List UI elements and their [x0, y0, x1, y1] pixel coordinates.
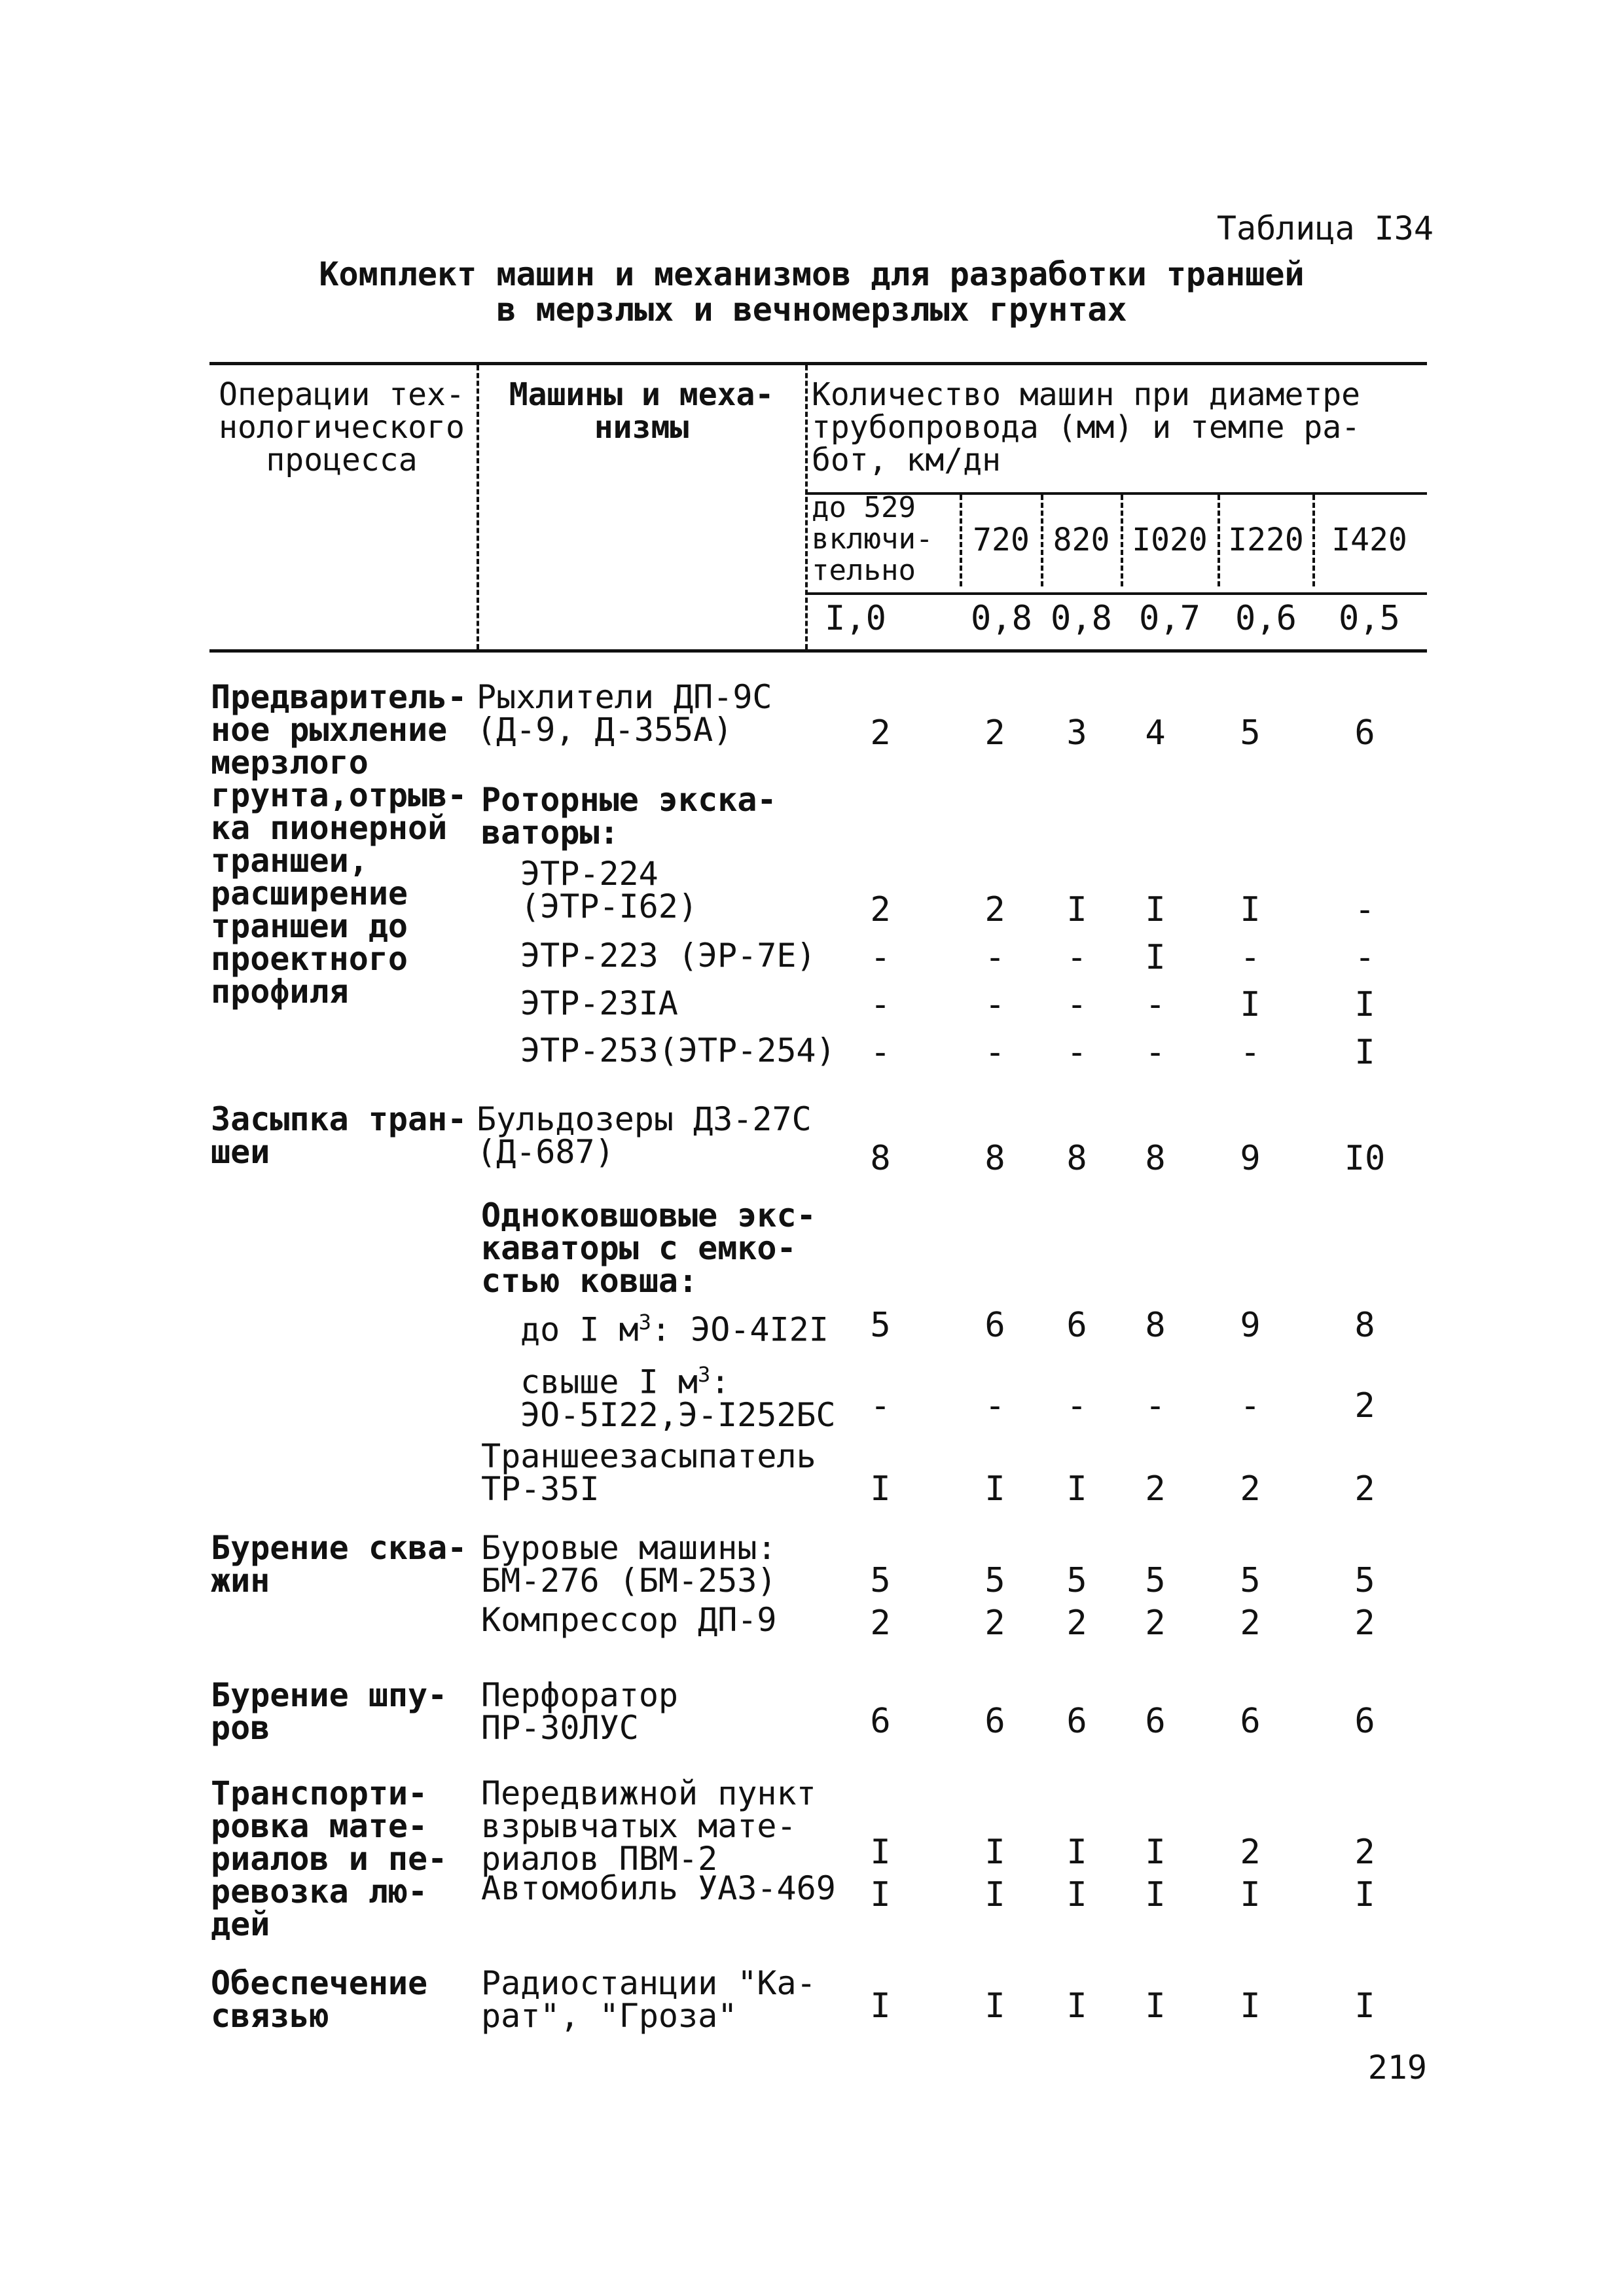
- value-cell: 5: [984, 1561, 1005, 1600]
- value-cell: 2: [1145, 1469, 1166, 1509]
- header-machines: Машины и меха- низмы: [509, 376, 774, 446]
- value-cell: 8: [1145, 1306, 1166, 1345]
- operation-6: Обеспечение связью: [211, 1964, 428, 2035]
- value-cell: -: [1240, 938, 1261, 977]
- value-cell: 5: [1240, 1561, 1261, 1600]
- header-quantity: Количество машин при диаметре трубопровода (мм) и темпе ра- бот, км/дн: [812, 376, 1361, 478]
- machine-rotary-excavators: Роторные экска- ваторы:: [481, 781, 777, 852]
- value-cell: 6: [870, 1702, 891, 1741]
- value-cell: I: [1066, 1875, 1087, 1914]
- table-title: Комплект машин и механизмов для разработки траншей в мерзлых и вечномерзлых грунтах: [319, 255, 1305, 329]
- value-cell: 6: [1354, 1702, 1375, 1741]
- table-top-rule: [209, 362, 1427, 365]
- value-cell: 8: [870, 1139, 891, 1178]
- machine-etr-253: ЭТР-253(ЭТР-254): [520, 1031, 836, 1069]
- operation-3: Бурение сква- жин: [211, 1529, 467, 1600]
- value-cell: -: [1240, 1033, 1261, 1072]
- value-cell: -: [1145, 985, 1166, 1024]
- value-cell: 2: [1066, 1604, 1087, 1643]
- value-cell: I: [984, 1875, 1005, 1914]
- value-cell: I: [984, 1469, 1005, 1509]
- value-cell: 2: [1354, 1833, 1375, 1872]
- machine-etr-223: ЭТР-223 (ЭР-7Е): [520, 937, 816, 975]
- header-bottom-rule: [209, 649, 1427, 653]
- value-cell: I: [984, 1833, 1005, 1872]
- value-cell: 2: [1240, 1833, 1261, 1872]
- tempo-4: 0,7: [1139, 599, 1200, 638]
- value-cell: -: [1145, 1033, 1166, 1072]
- value-cell: 5: [1145, 1561, 1166, 1600]
- value-cell: 9: [1240, 1139, 1261, 1178]
- value-cell: 2: [1354, 1604, 1375, 1643]
- value-cell: 6: [1066, 1702, 1087, 1741]
- machine-drilling-machines: Буровые машины: БМ-276 (БМ-253): [481, 1529, 777, 1600]
- value-cell: I: [1354, 985, 1375, 1024]
- machine-etr-224: ЭТР-224 (ЭТР-I62): [520, 855, 698, 925]
- header-operations: Операции тех- нологического процесса: [219, 376, 465, 478]
- machine-perforator: Перфоратор ПР-30ЛУС: [481, 1676, 679, 1747]
- machine-etr-231a: ЭТР-23IА: [520, 984, 678, 1022]
- table-label: Таблица I34: [1216, 209, 1434, 247]
- value-cell: -: [870, 938, 891, 977]
- machine-bulldozers: Бульдозеры ДЗ-27С (Д-687): [477, 1100, 812, 1171]
- diameter-1420: I420: [1331, 522, 1407, 558]
- machine-excavator-over-1m3: свыше I $м^3$: ЭО-5I22,Э-I252БС: [520, 1362, 836, 1434]
- value-cell: -: [870, 1033, 891, 1072]
- value-cell: -: [984, 1386, 1005, 1426]
- value-cell: 9: [1240, 1306, 1261, 1345]
- value-cell: I: [1066, 890, 1087, 929]
- value-cell: I: [1145, 938, 1166, 977]
- machine-excavator-up-to-1m3: до I $м^3$: ЭО-4I2I: [520, 1310, 829, 1349]
- value-cell: 6: [1240, 1702, 1261, 1741]
- value-cell: I: [1240, 1875, 1261, 1914]
- value-cell: -: [1354, 890, 1375, 929]
- value-cell: 2: [984, 1604, 1005, 1643]
- value-cell: 2: [984, 713, 1005, 753]
- value-cell: 6: [1066, 1306, 1087, 1345]
- diameter-separator-2: [1041, 495, 1043, 586]
- value-cell: -: [1066, 938, 1087, 977]
- value-cell: 8: [984, 1139, 1005, 1178]
- value-cell: -: [870, 985, 891, 1024]
- page-number: 219: [1367, 2049, 1427, 2087]
- tempo-6: 0,5: [1339, 599, 1400, 638]
- value-cell: -: [1066, 985, 1087, 1024]
- value-cell: 8: [1066, 1139, 1087, 1178]
- operation-2: Засыпка тран- шеи: [211, 1100, 467, 1171]
- value-cell: I: [870, 1469, 891, 1509]
- diameter-529: до 529 включи- тельно: [812, 491, 933, 587]
- tempo-5: 0,6: [1235, 599, 1297, 638]
- value-cell: 5: [870, 1561, 891, 1600]
- value-cell: 6: [984, 1306, 1005, 1345]
- operation-1: Предваритель- ное рыхление мерзлого грунта,отрыв- ка пионерной траншеи, расширение траншеи до проектного профиля: [211, 678, 467, 1011]
- value-cell: 2: [1145, 1604, 1166, 1643]
- value-cell: 4: [1145, 713, 1166, 753]
- machine-rippers: Рыхлители ДП-9С (Д-9, Д-355А): [477, 678, 772, 749]
- value-cell: I: [1240, 1986, 1261, 2026]
- value-cell: I: [870, 1875, 891, 1914]
- value-cell: 2: [1240, 1469, 1261, 1509]
- machine-single-bucket-excavators: Одноковшовые экс- каваторы с емко- стью ковша:: [481, 1196, 816, 1300]
- value-cell: I: [1354, 1986, 1375, 2026]
- value-cell: 8: [1145, 1139, 1166, 1178]
- value-cell: I: [1145, 890, 1166, 929]
- value-cell: 5: [1354, 1561, 1375, 1600]
- value-cell: I: [1354, 1875, 1375, 1914]
- value-cell: 2: [870, 890, 891, 929]
- diameter-separator-1: [960, 495, 962, 586]
- value-cell: 2: [870, 1604, 891, 1643]
- value-cell: 2: [870, 713, 891, 753]
- value-cell: I: [870, 1833, 891, 1872]
- value-cell: -: [1145, 1386, 1166, 1426]
- diameter-1220: I220: [1228, 522, 1304, 558]
- operation-4: Бурение шпу- ров: [211, 1676, 448, 1747]
- value-cell: 2: [1354, 1386, 1375, 1426]
- value-cell: I0: [1344, 1139, 1386, 1178]
- machine-explosives-point: Передвижной пункт взрывчатых мате- риалов ПВМ-2: [481, 1774, 816, 1878]
- value-cell: -: [984, 1033, 1005, 1072]
- value-cell: I: [1066, 1833, 1087, 1872]
- tempo-rule: [805, 592, 1427, 595]
- value-cell: I: [1145, 1875, 1166, 1914]
- value-cell: I: [1240, 985, 1261, 1024]
- value-cell: I: [1066, 1469, 1087, 1509]
- value-cell: -: [1354, 938, 1375, 977]
- header-separator-2: [805, 365, 808, 649]
- diameter-separator-4: [1218, 495, 1220, 586]
- value-cell: 6: [1145, 1702, 1166, 1741]
- value-cell: I: [1145, 1833, 1166, 1872]
- value-cell: -: [870, 1386, 891, 1426]
- value-cell: I: [870, 1986, 891, 2026]
- diameter-separator-5: [1312, 495, 1315, 586]
- tempo-3: 0,8: [1051, 599, 1112, 638]
- diameter-820: 820: [1053, 522, 1110, 558]
- header-separator-1: [477, 365, 479, 649]
- machine-trench-backfiller: Траншеезасыпатель ТР-35I: [481, 1437, 816, 1508]
- machine-compressor: Компрессор ДП-9: [481, 1601, 777, 1639]
- value-cell: 6: [1354, 713, 1375, 753]
- value-cell: -: [984, 938, 1005, 977]
- value-cell: 2: [984, 890, 1005, 929]
- value-cell: -: [984, 985, 1005, 1024]
- diameter-720: 720: [973, 522, 1030, 558]
- value-cell: I: [1145, 1986, 1166, 2026]
- value-cell: 2: [1354, 1469, 1375, 1509]
- value-cell: I: [984, 1986, 1005, 2026]
- value-cell: 2: [1240, 1604, 1261, 1643]
- value-cell: 5: [1240, 713, 1261, 753]
- value-cell: I: [1240, 890, 1261, 929]
- value-cell: 6: [984, 1702, 1005, 1741]
- machine-radio-stations: Радиостанции "Ка- рат", "Гроза": [481, 1964, 816, 2035]
- value-cell: I: [1066, 1986, 1087, 2026]
- value-cell: -: [1240, 1386, 1261, 1426]
- value-cell: -: [1066, 1033, 1087, 1072]
- diameter-separator-3: [1121, 495, 1123, 586]
- value-cell: 8: [1354, 1306, 1375, 1345]
- machine-uaz-469: Автомобиль УАЗ-469: [481, 1869, 836, 1907]
- value-cell: I: [1354, 1033, 1375, 1072]
- tempo-2: 0,8: [971, 599, 1032, 638]
- value-cell: -: [1066, 1386, 1087, 1426]
- value-cell: 5: [870, 1306, 891, 1345]
- value-cell: 3: [1066, 713, 1087, 753]
- operation-5: Транспорти- ровка мате- риалов и пе- ревозка лю- дей: [211, 1774, 448, 1943]
- diameter-1020: I020: [1132, 522, 1208, 558]
- tempo-1: I,0: [825, 599, 886, 638]
- value-cell: 5: [1066, 1561, 1087, 1600]
